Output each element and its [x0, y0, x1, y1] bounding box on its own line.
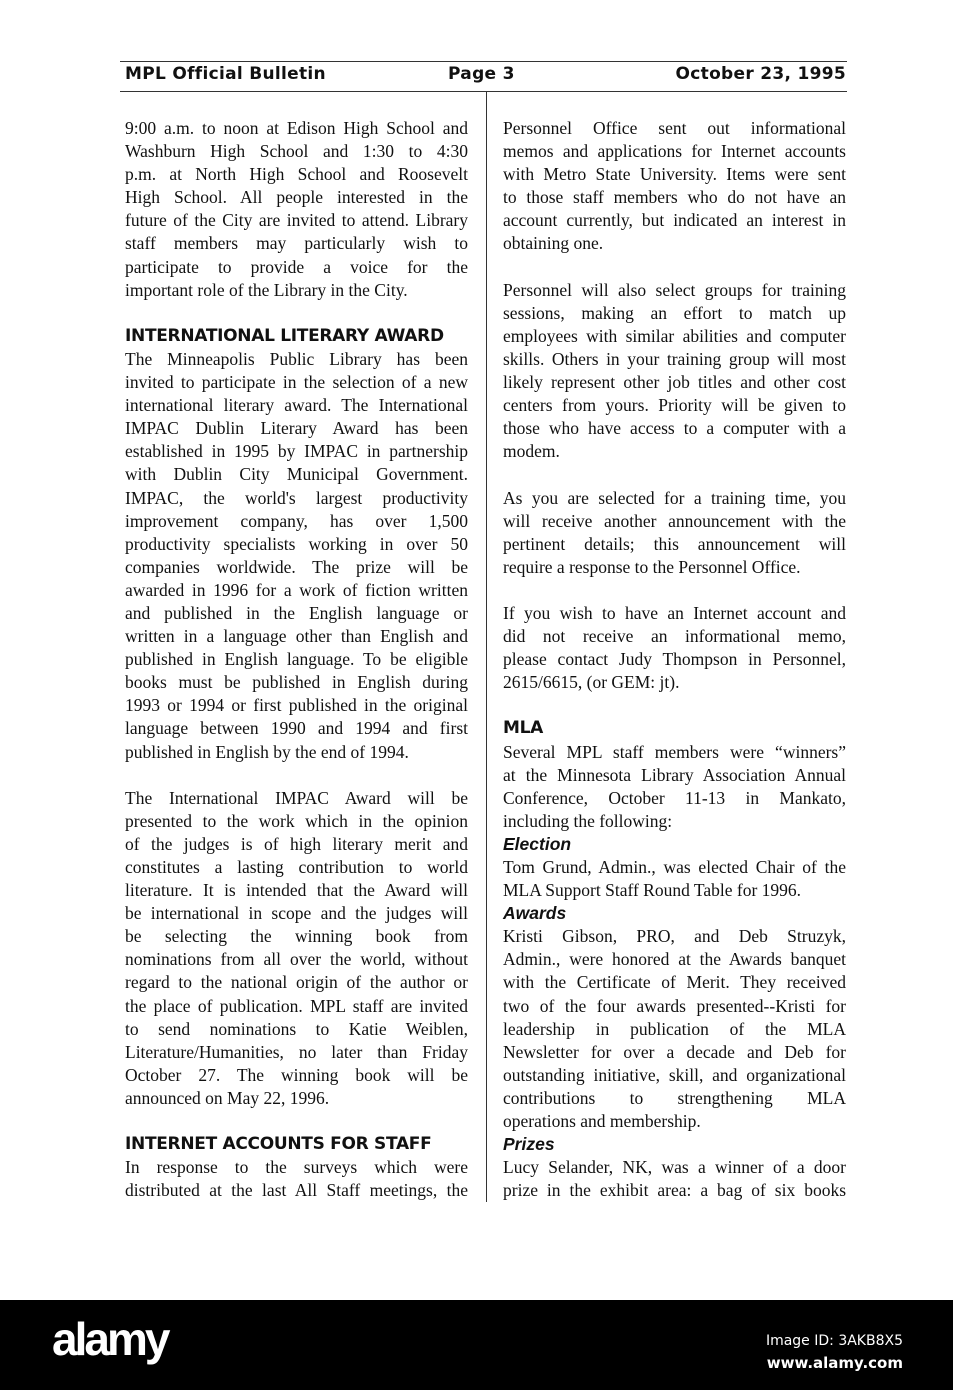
spacer: [125, 1110, 468, 1133]
paragraph: [125, 117, 468, 302]
text-line: literature. It is intended that the Award will: [125, 880, 468, 901]
subheading: Awards: [503, 903, 567, 924]
text-line: Admin., were honored at the Awards banquet: [503, 949, 846, 970]
text-line: improvement company, has over 1,500: [125, 510, 468, 531]
text-line: Lucy Selander, NK, was a winner of a door: [503, 1157, 846, 1178]
text-line: language between 1990 and 1994 and first: [125, 718, 468, 739]
text-line: 1993 or 1994 or first published in the original: [125, 695, 468, 716]
paragraph: [503, 1156, 846, 1202]
page-number: Page 3: [448, 64, 515, 84]
text-line: IMPAC, the world's largest productivity: [125, 487, 468, 508]
text-line: p.m. at North High School and Roosevelt: [125, 164, 468, 185]
text-line: skills. Others in your training group will most: [503, 348, 846, 369]
text-line: distributed at the last All Staff meetings, the: [125, 1180, 468, 1201]
paragraph: [503, 856, 846, 902]
watermark-banner: [0, 1300, 953, 1390]
text-line: regard to the national origin of the author or: [125, 972, 468, 993]
text-line: at the Minnesota Library Association Annual: [503, 764, 846, 785]
text-line: published in English by the end of 1994.: [125, 741, 409, 762]
text-line: Several MPL staff members were “winners”: [503, 741, 846, 762]
header-bottom-rule: [120, 91, 847, 92]
subheading: Prizes: [503, 1134, 555, 1155]
paragraph: [503, 925, 846, 1133]
subheading: Election: [503, 833, 572, 854]
paragraph: [503, 741, 846, 833]
text-line: As you are selected for a training time, you: [503, 487, 846, 508]
text-line: written in a language other than English and: [125, 626, 468, 647]
text-line: be international in scope and the judges will: [125, 903, 468, 924]
section-heading: INTERNET ACCOUNTS FOR STAFF: [125, 1134, 432, 1155]
text-line: account currently, but indicated an interest in: [503, 210, 846, 231]
text-line: In response to the surveys which were: [125, 1157, 468, 1178]
text-line: established in 1995 by IMPAC in partnership: [125, 441, 468, 462]
text-line: of the judges is of high literary merit and: [125, 833, 468, 854]
text-line: require a response to the Personnel Office.: [503, 556, 801, 577]
text-line: 2615/6615, (or GEM: jt).: [503, 672, 680, 693]
text-line: The International IMPAC Award will be: [125, 787, 468, 808]
text-line: obtaining one.: [503, 233, 604, 254]
text-line: and published in the English language or: [125, 602, 468, 623]
text-line: Literature/Humanities, no later than Friday: [125, 1041, 468, 1062]
text-line: likely represent other job titles and other cost: [503, 372, 846, 393]
text-line: companies worldwide. The prize will be: [125, 556, 468, 577]
paragraph: [125, 787, 468, 1110]
text-line: Newsletter for over a decade and Deb for: [503, 1041, 846, 1062]
text-line: announced on May 22, 1996.: [125, 1087, 330, 1108]
text-line: presented to the work which in the opinion: [125, 810, 468, 831]
text-line: MLA Support Staff Round Table for 1996.: [503, 880, 802, 901]
text-line: pertinent details; this announcement will: [503, 533, 846, 554]
text-line: future of the City are invited to attend. Library: [125, 210, 468, 231]
text-line: those who have access to a computer with a: [503, 418, 846, 439]
text-line: with the Certificate of Merit. They received: [503, 972, 846, 993]
text-line: Kristi Gibson, PRO, and Deb Struzyk,: [503, 926, 846, 947]
text-line: leadership in publication of the MLA: [503, 1018, 846, 1039]
text-line: with Dublin City Municipal Government.: [125, 464, 468, 485]
paragraph: [503, 279, 846, 464]
spacer: [503, 463, 846, 486]
text-line: important role of the Library in the City.: [125, 279, 408, 300]
text-line: with Metro State University. Items were sent: [503, 164, 846, 185]
bulletin-title: MPL Official Bulletin: [125, 64, 326, 84]
alamy-logo: alamy: [52, 1313, 168, 1365]
paragraph: [503, 117, 846, 256]
text-line: memos and applications for Internet accounts: [503, 141, 846, 162]
text-line: outstanding initiative, skill, and organizational: [503, 1064, 846, 1085]
text-line: including the following:: [503, 810, 673, 831]
text-line: Washburn High School and 1:30 to 4:30: [125, 141, 468, 162]
text-line: Tom Grund, Admin., was elected Chair of the: [503, 857, 846, 877]
text-line: nominations from all over the world, without: [125, 949, 468, 970]
text-line: invited to participate in the selection of a new: [125, 372, 468, 393]
text-line: published in English language. To be eligible: [125, 649, 468, 670]
text-line: be selecting the winning book from: [125, 926, 468, 947]
text-line: Conference, October 11-13 in Mankato,: [503, 787, 846, 808]
text-line: If you wish to have an Internet account and: [503, 602, 846, 623]
left-column: [125, 117, 468, 1202]
text-line: operations and membership.: [503, 1111, 701, 1132]
paragraph: [503, 487, 846, 579]
text-line: the place of publication. MPL staff are invited: [125, 995, 468, 1016]
text-line: to those staff members who do not have an: [503, 187, 846, 208]
text-line: participate to provide a voice for the: [125, 256, 468, 277]
spacer: [125, 302, 468, 325]
text-line: The Minneapolis Public Library has been: [125, 348, 468, 369]
paragraph: [503, 602, 846, 694]
text-line: contributions to strengthening MLA: [503, 1087, 846, 1108]
text-line: prize in the exhibit area: a bag of six books: [503, 1180, 846, 1201]
text-line: modem.: [503, 441, 560, 462]
header-top-rule: [120, 61, 847, 62]
text-line: 9:00 a.m. to noon at Edison High School and: [125, 118, 468, 138]
section-heading: INTERNATIONAL LITERARY AWARD: [125, 325, 444, 346]
bulletin-date: October 23, 1995: [675, 64, 846, 84]
text-line: awarded in 1996 for a work of fiction written: [125, 579, 468, 600]
column-divider: [486, 92, 487, 1202]
spacer: [125, 764, 468, 787]
text-line: two of the four awards presented--Kristi for: [503, 995, 846, 1016]
text-line: employees with similar abilities and computer: [503, 325, 846, 346]
text-line: constitutes a lasting contribution to world: [125, 857, 468, 877]
text-line: will receive another announcement with the: [503, 510, 846, 531]
text-line: productivity specialists working in over 50: [125, 533, 468, 554]
text-line: staff members may particularly wish to: [125, 233, 468, 254]
text-line: centers from yours. Priority will be given to: [503, 395, 846, 416]
watermark-url: www.alamy.com: [766, 1354, 903, 1372]
text-line: Personnel will also select groups for training: [503, 279, 846, 300]
spacer: [503, 579, 846, 602]
text-line: IMPAC Dublin Literary Award has been: [125, 418, 468, 439]
text-line: international literary award. The International: [125, 395, 468, 416]
text-line: to send nominations to Katie Weiblen,: [125, 1018, 468, 1039]
right-column: [503, 117, 846, 1202]
paragraph: [125, 348, 468, 764]
text-line: did not receive an informational memo,: [503, 626, 846, 647]
text-line: sessions, making an effort to match up: [503, 302, 846, 323]
section-heading: MLA: [503, 718, 544, 739]
text-line: books must be published in English during: [125, 672, 468, 693]
image-id: Image ID: 3AKB8X5: [765, 1333, 903, 1349]
text-line: High School. All people interested in the: [125, 187, 468, 208]
paragraph: [125, 1156, 468, 1202]
text-line: please contact Judy Thompson in Personnel,: [503, 649, 846, 670]
text-line: Personnel Office sent out informational: [503, 118, 846, 138]
spacer: [503, 694, 846, 717]
spacer: [503, 256, 846, 279]
text-line: October 27. The winning book will be: [125, 1064, 468, 1085]
